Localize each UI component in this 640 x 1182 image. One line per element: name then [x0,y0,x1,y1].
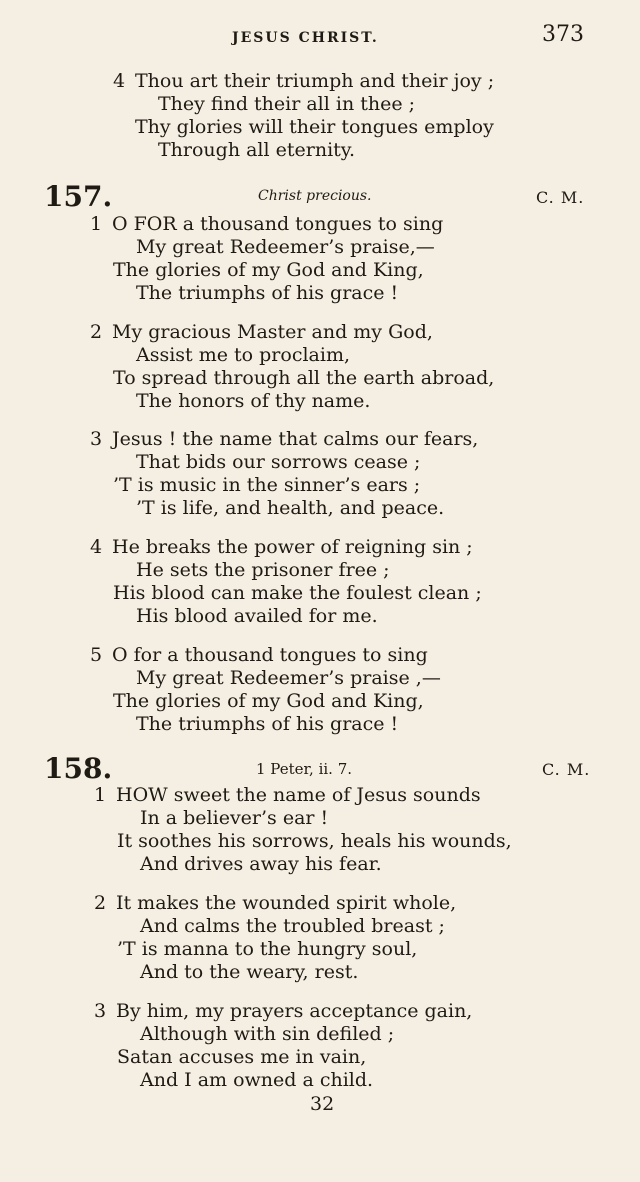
hymn-158-heading [0,752,640,784]
stanza-line: Assist me to proclaim, [136,344,351,366]
stanza-line: 3 Jesus ! the name that calms our fears, [90,428,479,450]
hymn-title: 1 Peter, ii. 7. [256,760,353,778]
stanza-line: 5 O for a thousand tongues to sing [90,644,428,666]
stanza-line: ’T is manna to the hungry soul, [117,938,418,960]
stanza-line: Thy glories will their tongues employ [135,116,494,138]
stanza-line: My great Redeemer’s praise,— [136,236,435,258]
signature-mark: 32 [310,1093,335,1115]
stanza-line: In a believer’s ear ! [140,807,329,829]
stanza-line: It soothes his sorrows, heals his wounds, [117,830,512,852]
stanza-line: The glories of my God and King, [113,259,424,281]
hymn-meter: C. M. [542,760,591,779]
running-head: JESUS CHRIST. [232,30,379,46]
stanza-line: ’T is life, and health, and peace. [136,497,445,519]
stanza-number: 4 [113,70,126,92]
stanza-number: 3 [90,428,103,450]
stanza-number: 1 [90,213,103,235]
hymn-number: 157. [44,180,113,213]
stanza-line: And to the weary, rest. [140,961,359,983]
stanza-number: 2 [90,321,103,343]
stanza-line: The triumphs of his grace ! [136,713,399,735]
page-number: 373 [542,22,584,47]
stanza-line: Satan accuses me in vain, [117,1046,367,1068]
stanza-line: 1 O FOR a thousand tongues to sing [90,213,444,235]
stanza-number: 4 [90,536,103,558]
hymn-157-heading [0,180,640,212]
stanza-line: He sets the prisoner free ; [136,559,390,581]
stanza-number: 3 [94,1000,107,1022]
stanza-line: They find their all in thee ; [158,93,416,115]
stanza-line: ’T is music in the sinner’s ears ; [113,474,421,496]
stanza-line: Through all eternity. [158,139,356,161]
stanza-number: 2 [94,892,107,914]
stanza-line: To spread through all the earth abroad, [113,367,495,389]
stanza-line: 3 By him, my prayers acceptance gain, [94,1000,473,1022]
stanza-line: 2 It makes the wounded spirit whole, [94,892,457,914]
hymn-number: 158. [44,752,113,785]
page-header [0,22,640,52]
stanza-line: That bids our sorrows cease ; [136,451,421,473]
stanza-line: His blood availed for me. [136,605,378,627]
stanza-line: The honors of thy name. [136,390,371,412]
stanza-number: 1 [94,784,107,806]
hymn-title: Christ precious. [258,188,372,204]
hymn-meter: C. M. [536,188,585,207]
stanza-line: His blood can make the foulest clean ; [113,582,482,604]
stanza-line: And I am owned a child. [140,1069,374,1091]
stanza-line: The glories of my God and King, [113,690,424,712]
stanza-line: And calms the troubled breast ; [140,915,445,937]
stanza-number: 5 [90,644,103,666]
stanza-line: 1 HOW sweet the name of Jesus sounds [94,784,481,806]
stanza-line: My great Redeemer’s praise ,— [136,667,441,689]
stanza-line: Although with sin defiled ; [140,1023,395,1045]
stanza-line: The triumphs of his grace ! [136,282,399,304]
stanza-line: 4 Thou art their triumph and their joy ; [113,70,495,92]
stanza-line: And drives away his fear. [140,853,382,875]
stanza-line: 2 My gracious Master and my God, [90,321,433,343]
stanza-line: 4 He breaks the power of reigning sin ; [90,536,473,558]
